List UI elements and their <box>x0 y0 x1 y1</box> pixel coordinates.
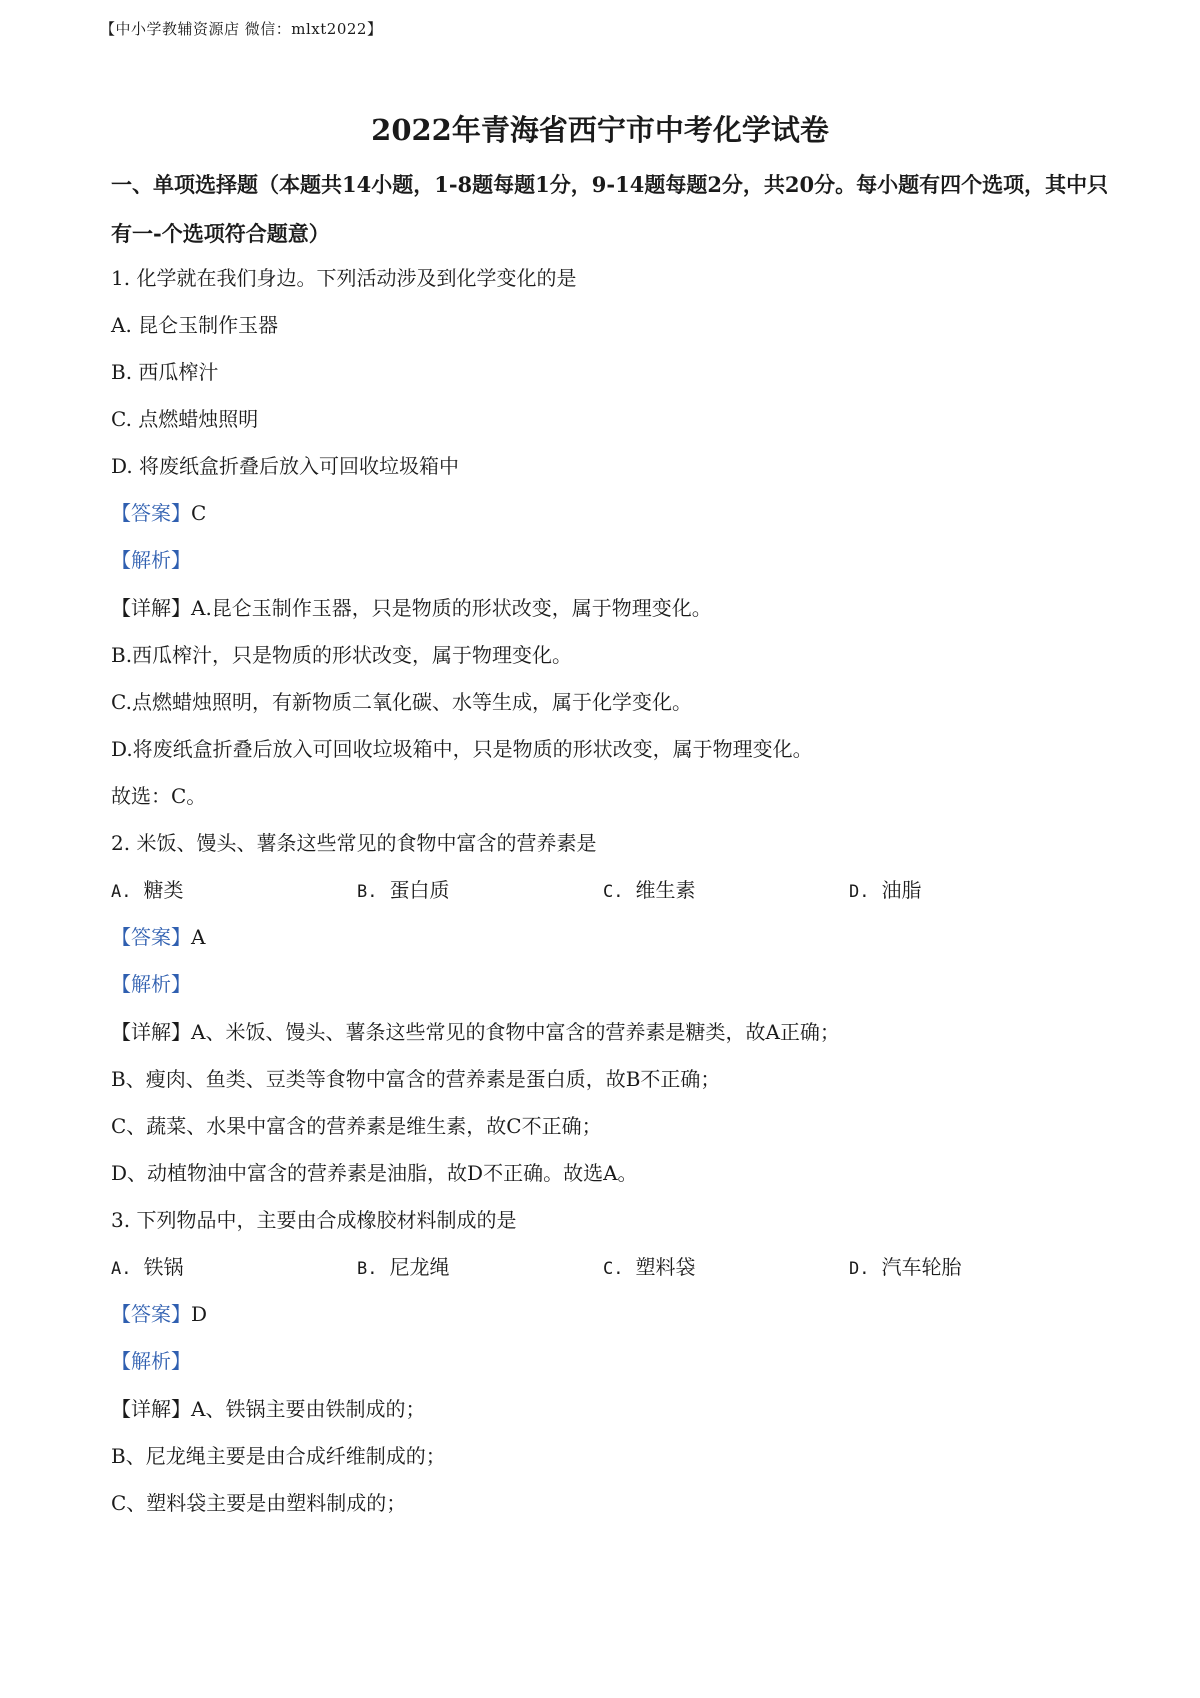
q3-option-c: C. 塑料袋 <box>603 1255 696 1279</box>
q1-detail-line: B.西瓜榨汁，只是物质的形状改变，属于物理变化。 <box>111 643 573 667</box>
q2-detail-line <box>111 1016 840 1045</box>
detail-text: A、铁锅主要由铁制成的； <box>191 1397 426 1421</box>
q1-answer <box>111 497 206 526</box>
q2-detail-line: C、蔬菜、水果中富含的营养素是维生素，故C不正确； <box>111 1114 602 1138</box>
q1-detail-line <box>111 592 712 621</box>
q2-detail-line: D、动植物油中富含的营养素是油脂，故D不正确。故选A。 <box>111 1161 638 1185</box>
q2-option-d: D. 油脂 <box>849 878 922 902</box>
q3-stem: 3. 下列物品中，主要由合成橡胶材料制成的是 <box>111 1208 517 1232</box>
q3-option-a: A. 铁锅 <box>111 1255 184 1279</box>
q2-option-a: A. 糖类 <box>111 878 184 902</box>
q2-analysis-label <box>111 968 191 997</box>
detail-label: 【详解】 <box>111 1397 191 1421</box>
q2-detail-line: B、瘦肉、鱼类、豆类等食物中富含的营养素是蛋白质，故B不正确； <box>111 1067 721 1091</box>
detail-text: A.昆仑玉制作玉器，只是物质的形状改变，属于物理变化。 <box>191 596 712 620</box>
q3-detail-line: B、尼龙绳主要是由合成纤维制成的； <box>111 1444 446 1468</box>
q1-option-c: C. 点燃蜡烛照明 <box>111 407 259 431</box>
detail-text: A、米饭、馒头、薯条这些常见的食物中富含的营养素是糖类，故A正确； <box>191 1020 840 1044</box>
analysis-label: 【解析】 <box>111 1349 191 1373</box>
q2-option-b: B. 蛋白质 <box>357 878 450 902</box>
q1-conclusion: 故选：C。 <box>111 784 207 808</box>
q1-analysis-label <box>111 544 191 573</box>
q1-option-b: B. 西瓜榨汁 <box>111 360 219 384</box>
q1-option-a: A. 昆仑玉制作玉器 <box>111 313 279 337</box>
answer-label: 【答案】 <box>111 1302 191 1326</box>
answer-value: A <box>191 925 206 949</box>
q1-option-d: D. 将废纸盒折叠后放入可回收垃圾箱中 <box>111 454 460 478</box>
q1-stem: 1. 化学就在我们身边。下列活动涉及到化学变化的是 <box>111 266 577 290</box>
analysis-label: 【解析】 <box>111 972 191 996</box>
page-title: 2022年青海省西宁市中考化学试卷 <box>371 113 829 147</box>
q3-detail-line: C、塑料袋主要是由塑料制成的； <box>111 1491 407 1515</box>
analysis-label: 【解析】 <box>111 548 191 572</box>
q3-option-d: D. 汽车轮胎 <box>849 1255 962 1279</box>
answer-label: 【答案】 <box>111 925 191 949</box>
q3-analysis-label <box>111 1345 191 1374</box>
q3-answer <box>111 1298 207 1327</box>
answer-label: 【答案】 <box>111 501 191 525</box>
detail-label: 【详解】 <box>111 1020 191 1044</box>
answer-value: D <box>191 1302 208 1326</box>
detail-label: 【详解】 <box>111 596 191 620</box>
q3-option-b: B. 尼龙绳 <box>357 1255 450 1279</box>
q1-detail-line: D.将废纸盒折叠后放入可回收垃圾箱中，只是物质的形状改变，属于物理变化。 <box>111 737 813 761</box>
q3-detail-line <box>111 1393 425 1422</box>
q1-detail-line: C.点燃蜡烛照明，有新物质二氧化碳、水等生成，属于化学变化。 <box>111 690 692 714</box>
q2-stem: 2. 米饭、馒头、薯条这些常见的食物中富含的营养素是 <box>111 831 597 855</box>
q2-answer <box>111 921 205 950</box>
header-note: 【中小学教辅资源店 微信：mlxt2022】 <box>100 20 383 38</box>
section-heading: 一、单项选择题（本题共14小题，1-8题每题1分，9-14题每题2分，共20分。每小题有四个选项，其中只有一-个选项符合题意） <box>111 172 1109 246</box>
q2-option-c: C. 维生素 <box>603 878 696 902</box>
answer-value: C <box>191 501 207 525</box>
